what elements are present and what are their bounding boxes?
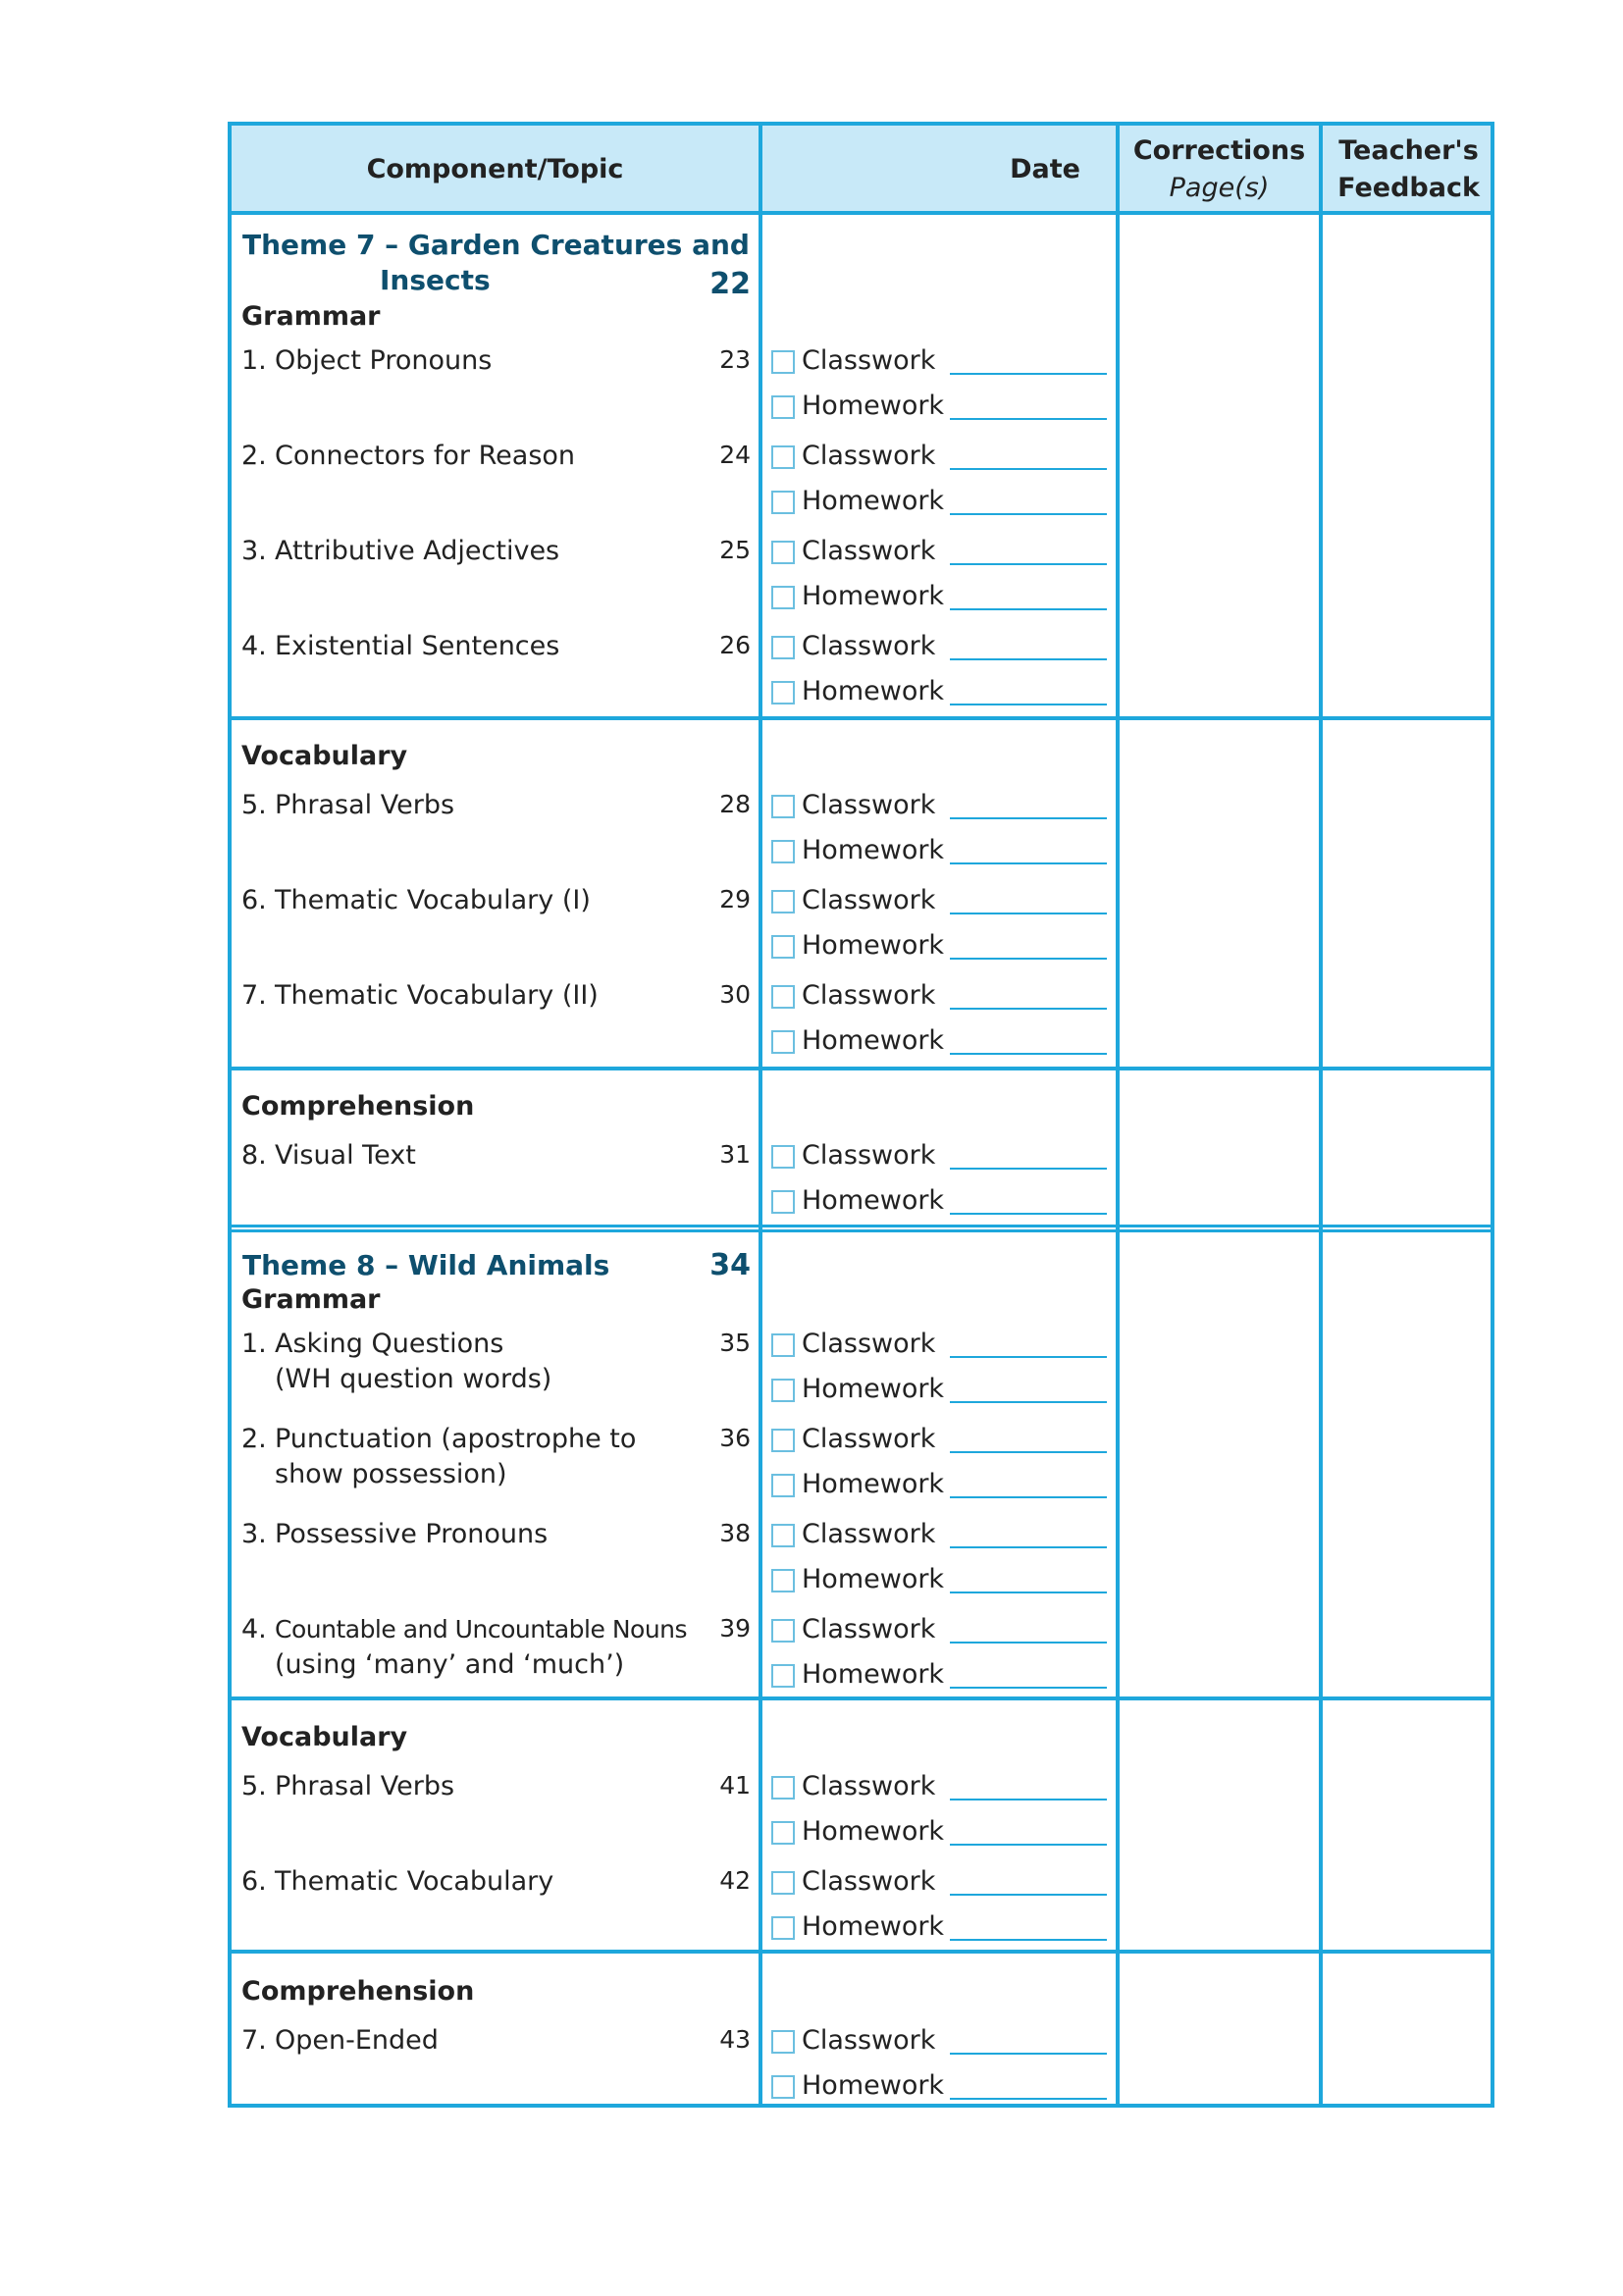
item-page: 31 [719, 1140, 751, 1169]
homework-checkbox[interactable] [771, 1569, 795, 1592]
header-date [762, 126, 1120, 213]
item-number: 4. [241, 1614, 267, 1644]
item-title-line2: show possession) [275, 1459, 507, 1489]
homework-label: Homework [802, 1564, 945, 1594]
item-page: 42 [719, 1866, 751, 1895]
classwork-checkbox[interactable] [771, 1871, 795, 1895]
homework-checkbox[interactable] [771, 935, 795, 959]
theme-divider-bottom [232, 1229, 1491, 1232]
classwork-date-field[interactable] [950, 817, 1107, 819]
classwork-date-field[interactable] [950, 1168, 1107, 1170]
theme-title: Theme 7 – Garden Creatures and [242, 229, 750, 261]
column-divider [759, 126, 762, 2104]
section-divider [232, 716, 1491, 720]
classwork-label: Classwork [802, 2025, 936, 2056]
item-page: 23 [719, 345, 751, 374]
header-feedback-line1: Teacher's [1338, 134, 1479, 166]
homework-label: Homework [802, 2070, 945, 2101]
item-number: 6. [241, 1866, 267, 1897]
homework-date-field[interactable] [950, 1053, 1107, 1055]
homework-checkbox[interactable] [771, 1474, 795, 1497]
classwork-date-field[interactable] [950, 563, 1107, 565]
homework-date-field[interactable] [950, 1401, 1107, 1403]
item-number: 1. [241, 345, 267, 376]
item-page: 35 [719, 1329, 751, 1357]
classwork-date-field[interactable] [950, 1894, 1107, 1896]
classwork-checkbox[interactable] [771, 2030, 795, 2054]
item-page: 43 [719, 2025, 751, 2054]
classwork-checkbox[interactable] [771, 636, 795, 659]
item-number: 1. [241, 1329, 267, 1359]
homework-checkbox[interactable] [771, 840, 795, 863]
header-feedback-line2: Feedback [1337, 172, 1480, 203]
homework-checkbox[interactable] [771, 1030, 795, 1054]
homework-checkbox[interactable] [771, 1821, 795, 1845]
item-number: 6. [241, 885, 267, 915]
item-page: 30 [719, 980, 751, 1009]
item-title-line2: (using ‘many’ and ‘much’) [275, 1649, 625, 1680]
item-page: 38 [719, 1519, 751, 1547]
homework-label: Homework [802, 1911, 945, 1942]
item-page: 39 [719, 1614, 751, 1643]
classwork-date-field[interactable] [950, 1642, 1107, 1644]
item-number: 2. [241, 1424, 267, 1454]
item-number: 5. [241, 1771, 267, 1801]
column-divider [1319, 126, 1323, 2104]
item-number: 3. [241, 536, 267, 566]
classwork-label: Classwork [802, 1866, 936, 1897]
item-title: Visual Text [275, 1140, 416, 1171]
item-number: 4. [241, 631, 267, 661]
classwork-checkbox[interactable] [771, 890, 795, 913]
item-number: 5. [241, 790, 267, 820]
theme-page: 22 [709, 267, 751, 301]
classwork-checkbox[interactable] [771, 795, 795, 818]
homework-label: Homework [802, 676, 945, 706]
classwork-checkbox[interactable] [771, 1776, 795, 1800]
homework-checkbox[interactable] [771, 1379, 795, 1402]
column-divider [1116, 126, 1120, 2104]
section-label-comprehension: Comprehension [241, 1091, 475, 1122]
item-title: Object Pronouns [275, 345, 493, 376]
homework-date-field[interactable] [950, 1687, 1107, 1689]
table-header [232, 126, 1491, 213]
header-corrections-sublabel: Page(s) [1169, 172, 1270, 203]
classwork-label: Classwork [802, 885, 936, 915]
header-date-label: Date [1010, 153, 1080, 184]
homework-label: Homework [802, 1185, 945, 1216]
homework-date-field[interactable] [950, 862, 1107, 864]
item-title: Possessive Pronouns [275, 1519, 549, 1549]
item-page: 29 [719, 885, 751, 913]
classwork-date-field[interactable] [950, 1451, 1107, 1453]
item-title: Asking Questions [275, 1329, 504, 1359]
classwork-checkbox[interactable] [771, 350, 795, 374]
classwork-date-field[interactable] [950, 913, 1107, 914]
classwork-label: Classwork [802, 631, 936, 661]
homework-date-field[interactable] [950, 2098, 1107, 2100]
item-title-line2: (WH question words) [275, 1364, 552, 1394]
homework-label: Homework [802, 486, 945, 516]
classwork-date-field[interactable] [950, 1799, 1107, 1800]
item-title: Open-Ended [275, 2025, 439, 2056]
section-label-grammar: Grammar [241, 1284, 381, 1315]
classwork-label: Classwork [802, 980, 936, 1011]
homework-date-field[interactable] [950, 1939, 1107, 1941]
item-title: Punctuation (apostrophe to [275, 1424, 637, 1454]
classwork-date-field[interactable] [950, 468, 1107, 470]
item-title: Thematic Vocabulary (I) [275, 885, 591, 915]
item-page: 28 [719, 790, 751, 818]
item-number: 2. [241, 441, 267, 471]
homework-checkbox[interactable] [771, 681, 795, 704]
theme-title: Theme 8 – Wild Animals [242, 1249, 610, 1281]
classwork-checkbox[interactable] [771, 541, 795, 564]
homework-label: Homework [802, 1659, 945, 1690]
homework-date-field[interactable] [950, 1844, 1107, 1846]
classwork-label: Classwork [802, 1424, 936, 1454]
classwork-checkbox[interactable] [771, 1619, 795, 1643]
classwork-checkbox[interactable] [771, 985, 795, 1009]
classwork-checkbox[interactable] [771, 1333, 795, 1357]
item-title: Connectors for Reason [275, 441, 576, 471]
homework-checkbox[interactable] [771, 395, 795, 419]
section-divider [232, 1950, 1491, 1954]
classwork-label: Classwork [802, 790, 936, 820]
item-page: 26 [719, 631, 751, 659]
item-title: Phrasal Verbs [275, 1771, 455, 1801]
homework-checkbox[interactable] [771, 1664, 795, 1688]
homework-checkbox[interactable] [771, 586, 795, 609]
homework-date-field[interactable] [950, 1592, 1107, 1593]
homework-label: Homework [802, 1374, 945, 1404]
item-page: 41 [719, 1771, 751, 1800]
item-page: 24 [719, 441, 751, 469]
item-number: 3. [241, 1519, 267, 1549]
classwork-label: Classwork [802, 1771, 936, 1801]
homework-label: Homework [802, 1816, 945, 1847]
homework-label: Homework [802, 930, 945, 961]
homework-date-field[interactable] [950, 958, 1107, 960]
classwork-label: Classwork [802, 1519, 936, 1549]
item-title: Existential Sentences [275, 631, 560, 661]
section-label-grammar: Grammar [241, 301, 381, 332]
item-title: Phrasal Verbs [275, 790, 455, 820]
homework-label: Homework [802, 391, 945, 421]
homework-date-field[interactable] [950, 608, 1107, 610]
homework-checkbox[interactable] [771, 1916, 795, 1940]
classwork-date-field[interactable] [950, 2053, 1107, 2055]
item-number: 7. [241, 2025, 267, 2056]
classwork-checkbox[interactable] [771, 1145, 795, 1169]
theme-divider-top [232, 1225, 1491, 1227]
classwork-label: Classwork [802, 1140, 936, 1171]
theme-title-line2: Insects [380, 264, 491, 296]
classwork-date-field[interactable] [950, 373, 1107, 375]
theme-page: 34 [709, 1248, 751, 1282]
homework-date-field[interactable] [950, 704, 1107, 705]
section-divider [232, 1067, 1491, 1070]
classwork-label: Classwork [802, 441, 936, 471]
classwork-checkbox[interactable] [771, 445, 795, 469]
homework-date-field[interactable] [950, 513, 1107, 515]
classwork-date-field[interactable] [950, 1546, 1107, 1548]
section-label-comprehension: Comprehension [241, 1976, 475, 2007]
homework-label: Homework [802, 581, 945, 611]
homework-label: Homework [802, 835, 945, 865]
header-component-topic-label: Component/Topic [366, 153, 624, 184]
classwork-date-field[interactable] [950, 1008, 1107, 1010]
homework-date-field[interactable] [950, 1213, 1107, 1215]
classwork-label: Classwork [802, 1329, 936, 1359]
item-page: 25 [719, 536, 751, 564]
classwork-checkbox[interactable] [771, 1524, 795, 1547]
section-label-vocabulary: Vocabulary [241, 1722, 408, 1752]
header-feedback [1323, 126, 1494, 213]
item-title: Thematic Vocabulary (II) [275, 980, 599, 1011]
section-divider [232, 1696, 1491, 1700]
header-component-topic [232, 126, 759, 213]
classwork-date-field[interactable] [950, 1356, 1107, 1358]
item-title: Countable and Uncountable Nouns [275, 1615, 688, 1644]
classwork-checkbox[interactable] [771, 1429, 795, 1452]
section-label-vocabulary: Vocabulary [241, 741, 408, 771]
classwork-label: Classwork [802, 536, 936, 566]
homework-label: Homework [802, 1025, 945, 1056]
classwork-date-field[interactable] [950, 658, 1107, 660]
item-title: Attributive Adjectives [275, 536, 560, 566]
item-number: 7. [241, 980, 267, 1011]
homework-date-field[interactable] [950, 1496, 1107, 1498]
homework-checkbox[interactable] [771, 491, 795, 514]
classwork-label: Classwork [802, 1614, 936, 1644]
homework-date-field[interactable] [950, 418, 1107, 420]
homework-label: Homework [802, 1469, 945, 1499]
item-page: 36 [719, 1424, 751, 1452]
item-number: 8. [241, 1140, 267, 1171]
homework-checkbox[interactable] [771, 1190, 795, 1214]
item-title: Thematic Vocabulary [275, 1866, 554, 1897]
header-divider [232, 211, 1491, 215]
homework-checkbox[interactable] [771, 2075, 795, 2099]
classwork-label: Classwork [802, 345, 936, 376]
header-corrections-label: Corrections [1132, 134, 1306, 166]
header-corrections [1120, 126, 1319, 213]
